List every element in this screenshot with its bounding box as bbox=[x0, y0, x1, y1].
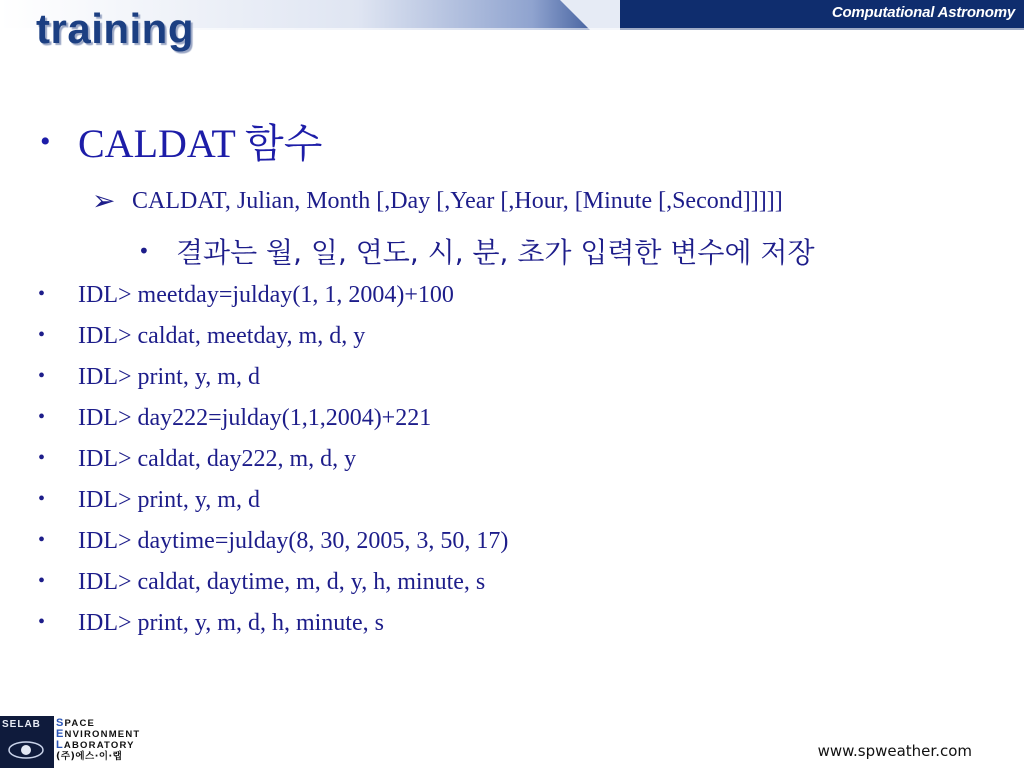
command-text: IDL> caldat, daytime, m, d, y, h, minute, s bbox=[78, 569, 486, 595]
heading-bullet bbox=[40, 112, 322, 169]
list-item bbox=[38, 564, 508, 605]
command-text: IDL> print, y, m, d bbox=[78, 487, 260, 513]
list-item bbox=[38, 277, 508, 318]
logo-cap-letter: E bbox=[56, 728, 65, 740]
note-bullet bbox=[138, 231, 815, 271]
logo-badge bbox=[0, 716, 54, 768]
list-item bbox=[38, 605, 508, 646]
command-list bbox=[38, 277, 508, 646]
command-text: IDL> caldat, meetday, m, d, y bbox=[78, 323, 366, 349]
logo-word: PACE bbox=[64, 718, 96, 729]
logo-badge-text: SELAB bbox=[2, 719, 41, 730]
bullet-dot-icon: • bbox=[138, 239, 150, 263]
bullet-dot-icon: • bbox=[38, 570, 46, 592]
arrow-bullet-icon: ➢ bbox=[92, 186, 116, 217]
list-item bbox=[38, 441, 508, 482]
bullet-dot-icon: • bbox=[38, 529, 46, 551]
list-item bbox=[38, 318, 508, 359]
heading-text: CALDAT 함수 bbox=[78, 121, 323, 166]
note-text: 결과는 월, 일, 연도, 시, 분, 초가 입력한 변수에 저장 bbox=[176, 236, 815, 269]
command-text: IDL> daytime=julday(8, 30, 2005, 3, 50, 17) bbox=[78, 528, 509, 554]
syntax-text: CALDAT, Julian, Month [,Day [,Year [,Hour, [Minute [,Second]]]]] bbox=[132, 188, 783, 214]
syntax-bullet bbox=[92, 184, 783, 218]
selab-logo bbox=[0, 716, 170, 768]
logo-word: NVIRONMENT bbox=[64, 729, 141, 740]
bullet-dot-icon: • bbox=[40, 125, 51, 158]
command-text: IDL> meetday=julday(1, 1, 2004)+100 bbox=[78, 282, 454, 308]
bullet-dot-icon: • bbox=[38, 488, 46, 510]
website-url: www.spweather.com bbox=[817, 742, 972, 760]
command-text: IDL> day222=julday(1,1,2004)+221 bbox=[78, 405, 432, 431]
list-item bbox=[38, 400, 508, 441]
slide-title: training bbox=[36, 5, 194, 52]
list-item bbox=[38, 482, 508, 523]
bullet-dot-icon: • bbox=[38, 365, 46, 387]
logo-cap-letter: S bbox=[56, 717, 65, 729]
logo-cap-letter: L bbox=[56, 739, 64, 751]
orbit-icon bbox=[6, 734, 46, 764]
bullet-dot-icon: • bbox=[38, 447, 46, 469]
logo-word: ABORATORY bbox=[63, 740, 135, 751]
list-item bbox=[38, 359, 508, 400]
list-item bbox=[38, 523, 508, 564]
command-text: IDL> caldat, day222, m, d, y bbox=[78, 446, 357, 472]
logo-text bbox=[56, 718, 140, 762]
bullet-dot-icon: • bbox=[38, 611, 46, 633]
bullet-dot-icon: • bbox=[38, 324, 46, 346]
command-text: IDL> print, y, m, d bbox=[78, 364, 260, 390]
logo-korean-name: (주)에스·이·랩 bbox=[56, 751, 123, 762]
bullet-dot-icon: • bbox=[38, 283, 46, 305]
bullet-dot-icon: • bbox=[38, 406, 46, 428]
command-text: IDL> print, y, m, d, h, minute, s bbox=[78, 610, 384, 636]
course-label: Computational Astronomy bbox=[831, 4, 1015, 21]
